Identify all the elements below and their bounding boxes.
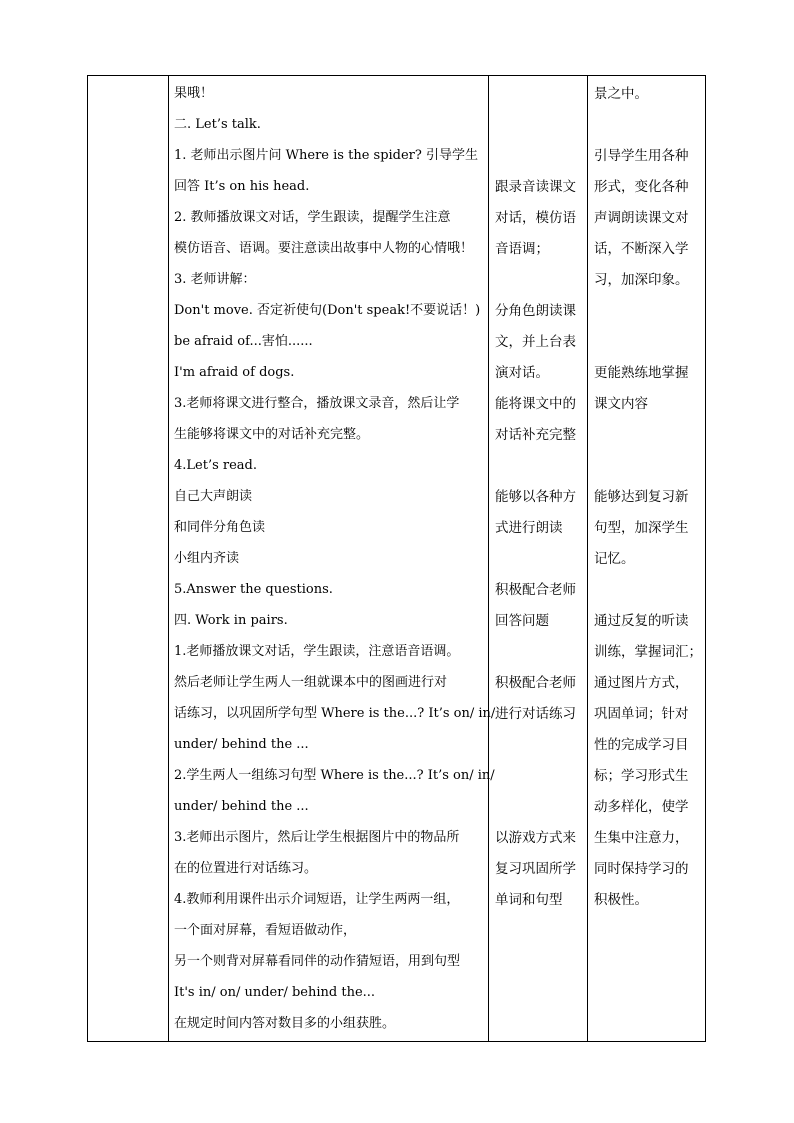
student-line: 对话补充完整 xyxy=(495,427,576,443)
column-divider xyxy=(168,76,169,1041)
intent-line: 生集中注意力， xyxy=(594,830,689,846)
column-divider xyxy=(488,76,489,1041)
intent-line: 标；学习形式生 xyxy=(594,768,689,784)
student-line: 复习巩固所学 xyxy=(495,861,576,877)
process-line: 生能够将课文中的对话补充完整。 xyxy=(174,427,370,442)
intent-line: 更能熟练地掌握 xyxy=(594,365,689,381)
intent-line: 句型，加深学生 xyxy=(594,520,689,536)
student-line: 能将课文中的 xyxy=(495,396,576,412)
intent-line: 通过反复的听读 xyxy=(594,613,689,629)
student-line: 能够以各种方 xyxy=(495,489,576,505)
process-line: 1. 老师出示图片问 Where is the spider? 引导学生 xyxy=(174,148,479,163)
process-line: 2. 教师播放课文对话，学生跟读，提醒学生注意 xyxy=(174,210,451,225)
process-line: It's in/ on/ under/ behind the... xyxy=(174,985,376,1000)
process-line: 3.老师将课文进行整合，播放课文录音，然后让学 xyxy=(174,396,460,411)
column-divider xyxy=(587,76,588,1041)
intent-line: 习，加深印象。 xyxy=(594,272,689,288)
intent-line: 动多样化，使学 xyxy=(594,799,689,815)
process-line: 另一个则背对屏幕看同伴的动作猜短语，用到句型 xyxy=(174,954,461,969)
student-line: 跟录音读课文 xyxy=(495,179,576,195)
process-line: 小组内齐读 xyxy=(174,551,240,566)
process-line: under/ behind the ... xyxy=(174,799,309,814)
process-line: 二. Let’s talk. xyxy=(174,117,261,132)
process-line: 模仿语音、语调。要注意读出故事中人物的心情哦！ xyxy=(174,241,474,256)
process-line: I'm afraid of dogs. xyxy=(174,365,295,380)
intent-line: 同时保持学习的 xyxy=(594,861,689,877)
process-line: 5.Answer the questions. xyxy=(174,582,333,597)
process-line: 四. Work in pairs. xyxy=(174,613,288,628)
intent-line: 训练，掌握词汇； xyxy=(594,644,702,660)
student-line: 积极配合老师 xyxy=(495,675,576,691)
lesson-plan-table xyxy=(87,75,706,1042)
student-line: 分角色朗读课 xyxy=(495,303,576,319)
intent-line: 话，不断深入学 xyxy=(594,241,689,257)
intent-line: 积极性。 xyxy=(594,892,648,908)
intent-line: 声调朗读课文对 xyxy=(594,210,689,226)
student-line: 音语调； xyxy=(495,241,549,257)
process-line: Don't move. 否定祈使句(Don't speak!不要说话！) xyxy=(174,303,481,318)
student-line: 积极配合老师 xyxy=(495,582,576,598)
student-line: 式进行朗读 xyxy=(495,520,563,536)
process-line: 2.学生两人一组练习句型 Where is the...? It’s on/ in/ xyxy=(174,768,495,783)
process-line: 3.老师出示图片，然后让学生根据图片中的物品所 xyxy=(174,830,460,845)
student-line: 以游戏方式来 xyxy=(495,830,576,846)
intent-line: 记忆。 xyxy=(594,551,635,567)
student-line: 单词和句型 xyxy=(495,892,563,908)
intent-line: 能够达到复习新 xyxy=(594,489,689,505)
process-line: 果哦！ xyxy=(174,86,214,101)
student-line: 演对话。 xyxy=(495,365,549,381)
process-line: 话练习，以巩固所学句型 Where is the...? It’s on/ in/ xyxy=(174,706,496,721)
process-line: be afraid of...害怕...... xyxy=(174,334,313,349)
process-line: 4.教师利用课件出示介词短语，让学生两两一组， xyxy=(174,892,460,907)
intent-line: 景之中。 xyxy=(594,86,648,102)
process-line: 然后老师让学生两人一组就课本中的图画进行对 xyxy=(174,675,448,690)
process-line: 1.老师播放课文对话，学生跟读，注意语音语调。 xyxy=(174,644,460,659)
process-line: 自己大声朗读 xyxy=(174,489,253,504)
process-line: 在的位置进行对话练习。 xyxy=(174,861,318,876)
process-line: 在规定时间内答对数目多的小组获胜。 xyxy=(174,1016,396,1031)
intent-line: 巩固单词；针对 xyxy=(594,706,689,722)
student-line: 对话，模仿语 xyxy=(495,210,576,226)
student-line: 回答问题 xyxy=(495,613,549,629)
process-line: under/ behind the ... xyxy=(174,737,309,752)
process-line: 4.Let’s read. xyxy=(174,458,258,473)
process-line: 回答 It’s on his head. xyxy=(174,179,310,194)
process-line: 3. 老师讲解： xyxy=(174,272,256,287)
intent-line: 通过图片方式， xyxy=(594,675,689,691)
process-line: 和同伴分角色读 xyxy=(174,520,266,535)
process-line: 一个面对屏幕，看短语做动作， xyxy=(174,923,357,938)
intent-line: 形式，变化各种 xyxy=(594,179,689,195)
intent-line: 引导学生用各种 xyxy=(594,148,689,164)
student-line: 文，并上台表 xyxy=(495,334,576,350)
student-line: 进行对话练习 xyxy=(495,706,576,722)
intent-line: 性的完成学习目 xyxy=(594,737,689,753)
intent-line: 课文内容 xyxy=(594,396,648,412)
